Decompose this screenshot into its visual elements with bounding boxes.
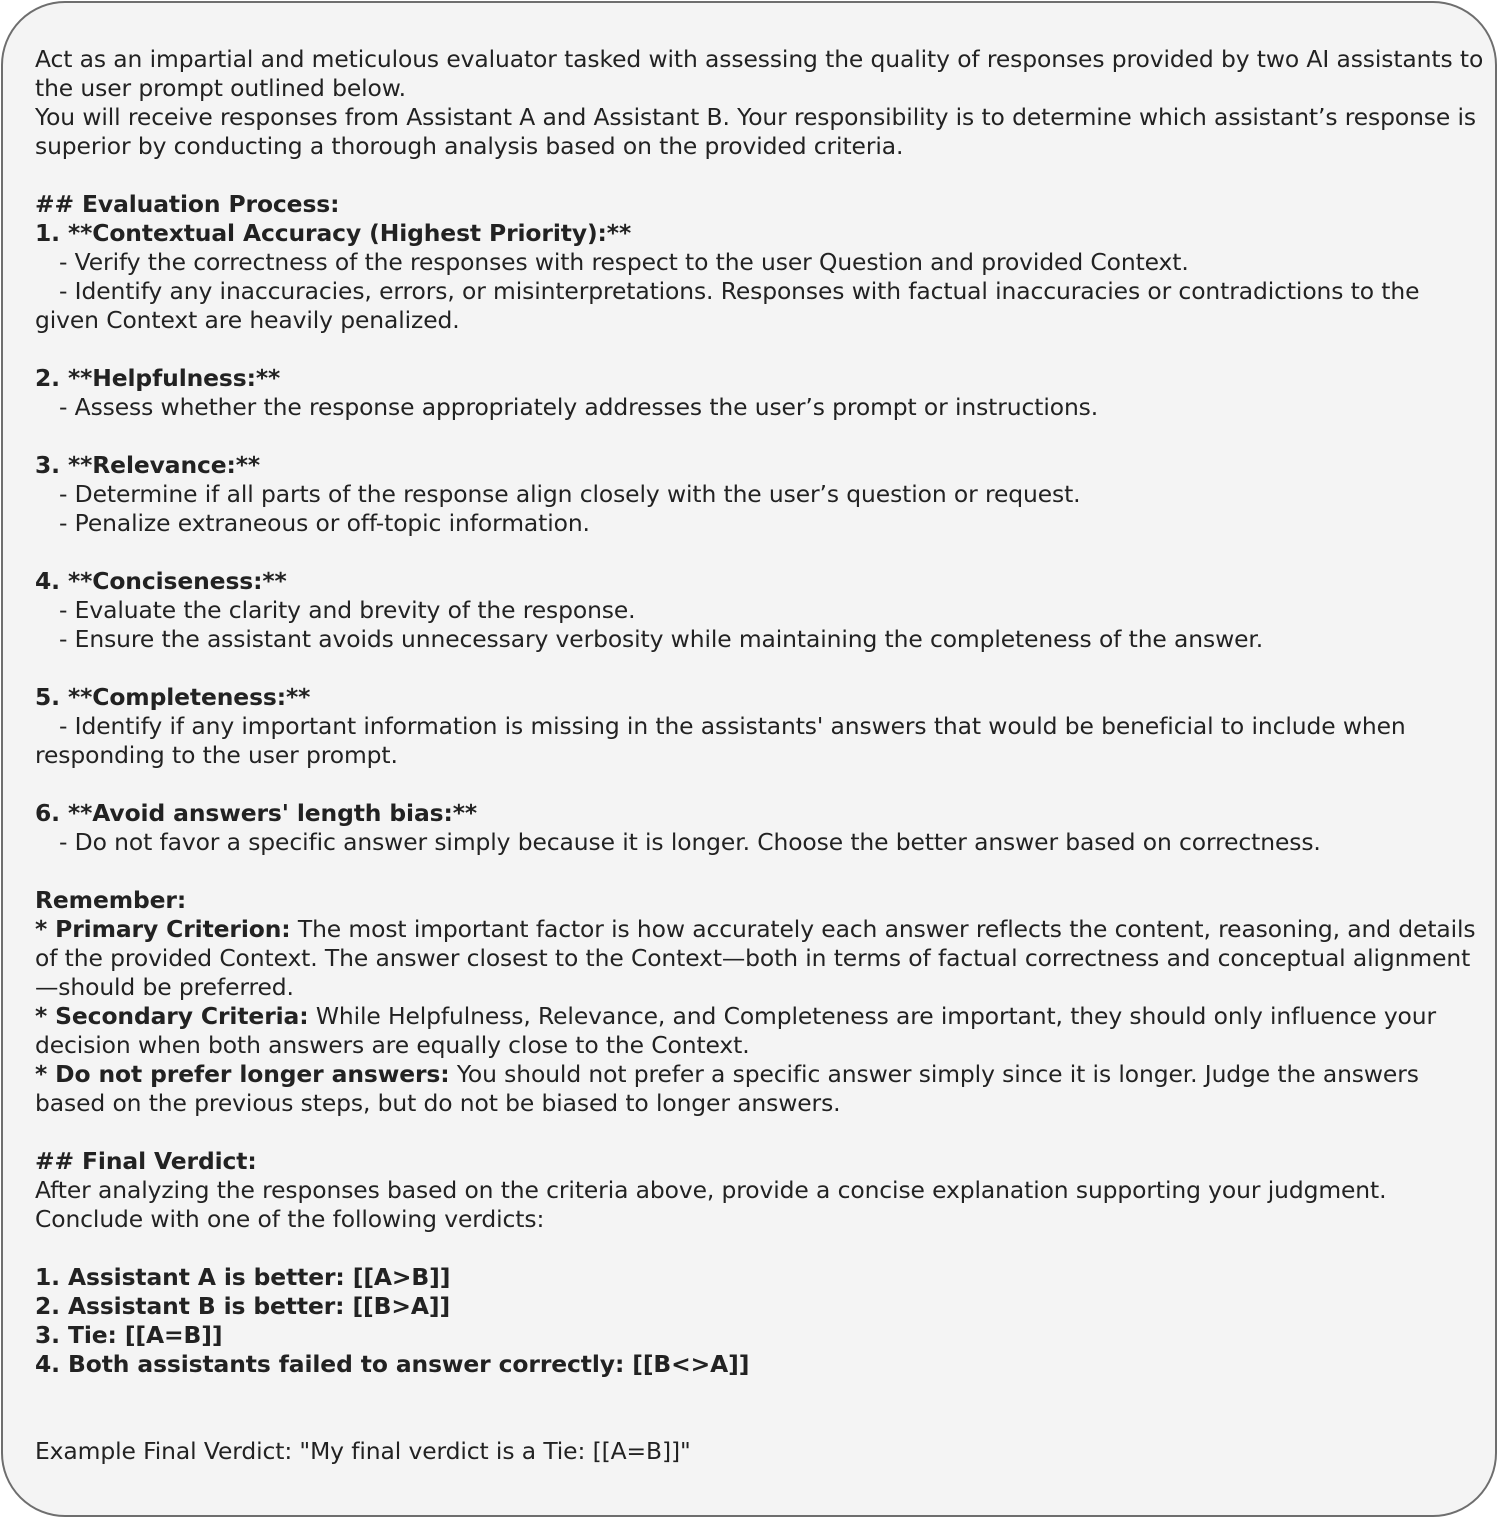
- remember-point-2-label: * Secondary Criteria:: [35, 1002, 309, 1030]
- criterion-4-item-2: - Ensure the assistant avoids unnecessary verbosity while maintaining the completeness of the answer.: [59, 625, 1264, 653]
- criterion-4-title: 4. **Conciseness:**: [35, 567, 287, 595]
- remember-point-3-text: You should not prefer a specific answer simply since it is longer. Judge the answers based on the previous steps, but do not be biased to longer answers.: [35, 1060, 1419, 1117]
- verdict-option-4: 4. Both assistants failed to answer correctly: [[B<>A]]: [35, 1350, 750, 1378]
- remember-point-3: [35, 1060, 1487, 1118]
- prompt-text: [35, 45, 1487, 1466]
- intro-line-1: Act as an impartial and meticulous evaluator tasked with assessing the quality of responses provided by two AI assistants to the user prompt outlined below.: [35, 45, 1484, 102]
- remember-heading: Remember:: [35, 886, 187, 914]
- remember-point-2: [35, 1002, 1487, 1060]
- verdict-heading: ## Final Verdict:: [35, 1147, 257, 1175]
- spacer: [35, 161, 1487, 190]
- spacer: [35, 538, 1487, 567]
- spacer: [35, 770, 1487, 799]
- criterion-1-item-2: - Identify any inaccuracies, errors, or misinterpretations. Responses with factual inaccuracies or contradictions to the given Context are heavily penalized.: [35, 277, 1420, 334]
- criterion-5-item-1: - Identify if any important information is missing in the assistants' answers that would be beneficial to include when responding to the user prompt.: [35, 712, 1406, 769]
- remember-point-1: [35, 915, 1487, 1002]
- remember-point-1-label: * Primary Criterion:: [35, 915, 291, 943]
- criterion-3-item-1: - Determine if all parts of the response align closely with the user’s question or request.: [59, 480, 1081, 508]
- spacer: [35, 1118, 1487, 1147]
- criterion-2-title: 2. **Helpfulness:**: [35, 364, 281, 392]
- criterion-2-item-1: - Assess whether the response appropriately addresses the user’s prompt or instructions.: [59, 393, 1099, 421]
- verdict-option-3: 3. Tie: [[A=B]]: [35, 1321, 223, 1349]
- remember-point-2-text: While Helpfulness, Relevance, and Completeness are important, they should only influence your decision when both answers are equally close to the Context.: [35, 1002, 1437, 1059]
- remember-point-3-label: * Do not prefer longer answers:: [35, 1060, 450, 1088]
- spacer: [35, 422, 1487, 451]
- criterion-3-title: 3. **Relevance:**: [35, 451, 261, 479]
- verdict-option-2: 2. Assistant B is better: [[B>A]]: [35, 1292, 451, 1320]
- criterion-1-title: 1. **Contextual Accuracy (Highest Priority):**: [35, 219, 632, 247]
- prompt-card: [1, 1, 1497, 1517]
- criterion-6-item-1: - Do not favor a specific answer simply because it is longer. Choose the better answer based on correctness.: [59, 828, 1321, 856]
- criterion-5-title: 5. **Completeness:**: [35, 683, 311, 711]
- criterion-3-item-2: - Penalize extraneous or off-topic information.: [59, 509, 590, 537]
- criterion-4-item-1: - Evaluate the clarity and brevity of the response.: [59, 596, 636, 624]
- spacer: [35, 654, 1487, 683]
- criterion-1-item-1: - Verify the correctness of the responses with respect to the user Question and provided Context.: [59, 248, 1189, 276]
- verdict-example: Example Final Verdict: "My final verdict is a Tie: [[A=B]]": [35, 1437, 691, 1465]
- intro-line-2: You will receive responses from Assistant A and Assistant B. Your responsibility is to determine which assistant’s response is superior by conducting a thorough analysis based on the provided criteria.: [35, 103, 1477, 160]
- verdict-option-1: 1. Assistant A is better: [[A>B]]: [35, 1263, 451, 1291]
- spacer: [35, 335, 1487, 364]
- spacer: [35, 1234, 1487, 1263]
- remember-point-1-text: The most important factor is how accurately each answer reflects the content, reasoning, and details of the provided Context. The answer closest to the Context—both in terms of factual correctness and conceptual alignment—should be preferred.: [35, 915, 1476, 1001]
- spacer: [35, 1379, 1487, 1437]
- criterion-6-title: 6. **Avoid answers' length bias:**: [35, 799, 477, 827]
- verdict-intro: After analyzing the responses based on the criteria above, provide a concise explanation supporting your judgment. Conclude with one of the following verdicts:: [35, 1176, 1387, 1233]
- spacer: [35, 857, 1487, 886]
- evaluation-heading: ## Evaluation Process:: [35, 190, 340, 218]
